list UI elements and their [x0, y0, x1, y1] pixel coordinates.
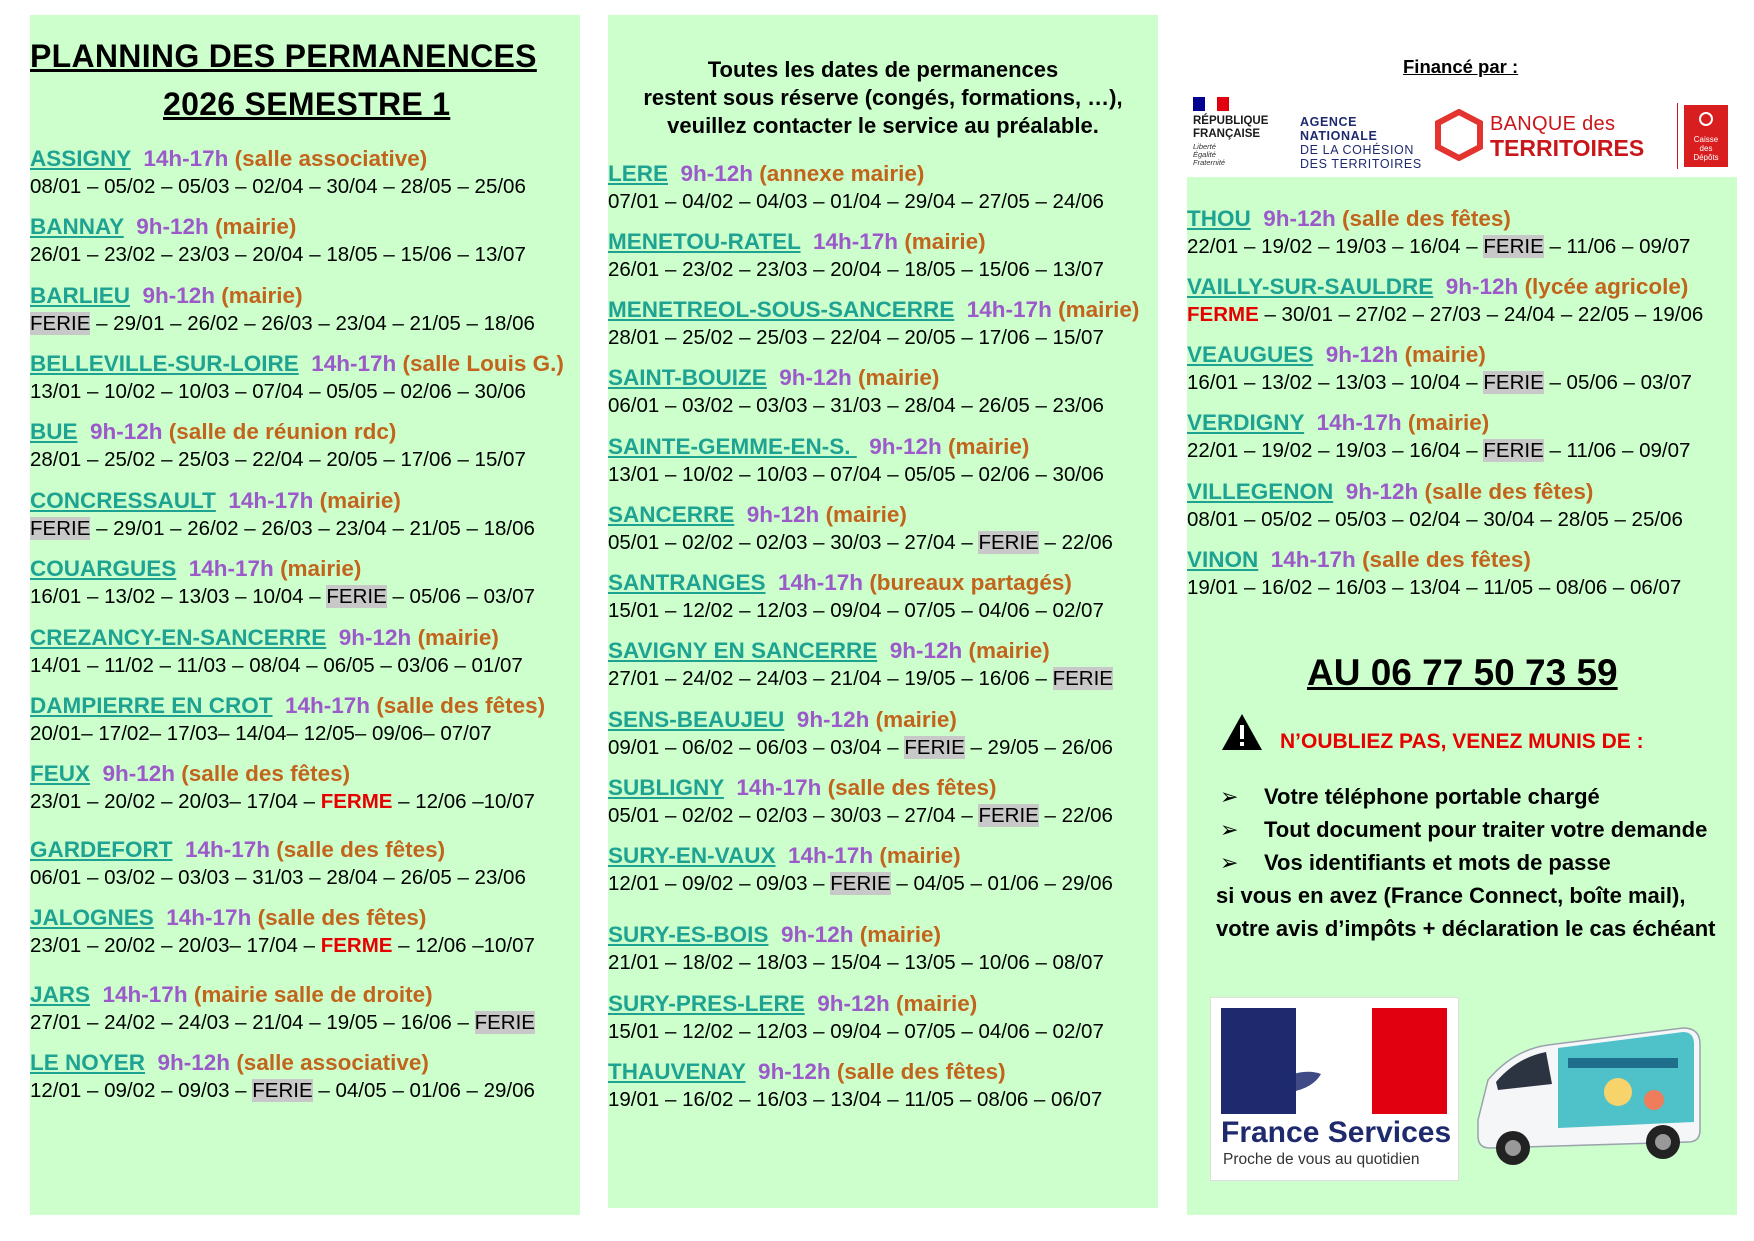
opening-hours: 9h-12h	[1313, 342, 1405, 367]
date-list: 12/01 – 09/02 – 09/03 –	[30, 1079, 253, 1102]
holiday-badge: FERIE	[1483, 439, 1544, 462]
town-name: SUBLIGNY	[608, 775, 724, 800]
dates-line	[30, 446, 526, 474]
permanence-entry	[608, 569, 1104, 625]
town-name: SAVIGNY EN SANCERRE	[608, 638, 878, 663]
dates-line	[30, 173, 526, 201]
permanence-entry	[30, 418, 526, 474]
location: (mairie salle de droite)	[193, 982, 433, 1007]
town-name: SENS-BEAUJEU	[608, 707, 785, 732]
date-list: 13/01 – 10/02 – 10/03 – 07/04 – 05/05 – 02/06 – 30/06	[30, 380, 526, 403]
opening-hours: 9h-12h	[1250, 206, 1343, 231]
location: (salle de réunion rdc)	[168, 419, 397, 444]
location: (annexe mairie)	[759, 161, 925, 186]
dates-line	[30, 378, 564, 406]
permanence-entry	[608, 501, 1113, 557]
holiday-badge: FERIE	[978, 804, 1039, 827]
location: (mairie)	[879, 843, 961, 868]
holiday-badge: FERIE	[904, 736, 965, 759]
opening-hours: 14h-17h	[775, 843, 880, 868]
town-name: MENETOU-RATEL	[608, 229, 801, 254]
location: (mairie)	[858, 365, 940, 390]
town-name: BARLIEU	[30, 283, 130, 308]
date-list: 05/01 – 02/02 – 02/03 – 30/03 – 27/04 –	[608, 531, 979, 554]
dates-line	[30, 515, 535, 543]
opening-hours: 9h-12h	[326, 625, 418, 650]
location: (mairie)	[215, 214, 297, 239]
holiday-badge: FERIE	[1483, 235, 1544, 258]
date-list: 13/01 – 10/02 – 10/03 – 07/04 – 05/05 – 02/06 – 30/06	[608, 463, 1104, 486]
dates-line	[30, 1077, 535, 1105]
opening-hours: 14h-17h	[954, 297, 1059, 322]
location: (mairie)	[895, 991, 978, 1016]
permanence-entry	[1187, 205, 1690, 261]
location: (salle des fêtes)	[827, 775, 997, 800]
availability-notice: Toutes les dates de permanences restent sous réserve (congés, formations, …), veuillez contacter le service au préalable.	[643, 57, 1123, 138]
date-list: – 04/05 – 01/06 – 29/06	[890, 872, 1113, 895]
location: (mairie)	[319, 488, 401, 513]
permanence-entry	[608, 160, 1104, 216]
date-list: 08/01 – 05/02 – 05/03 – 02/04 – 30/04 – 28/05 – 25/06	[1187, 508, 1683, 531]
town-name: LERE	[608, 161, 669, 186]
location: (mairie)	[1058, 297, 1140, 322]
opening-hours: 9h-12h	[668, 161, 760, 186]
date-list: 26/01 – 23/02 – 23/03 – 20/04 – 18/05 – 15/06 – 13/07	[30, 243, 526, 266]
dates-line	[608, 188, 1104, 216]
permanence-entry	[30, 145, 526, 201]
permanence-entry	[1187, 273, 1703, 329]
permanence-entry	[30, 555, 535, 611]
permanence-entry	[608, 1058, 1102, 1114]
dates-line	[30, 241, 526, 269]
date-list: – 29/01 – 26/02 – 26/03 – 23/04 – 21/05 – 18/06	[90, 312, 535, 335]
holiday-badge: FERIE	[30, 517, 91, 540]
dates-line	[608, 1018, 1104, 1046]
opening-hours: 14h-17h	[1304, 410, 1408, 435]
closed-badge: FERME	[320, 790, 393, 813]
france-services-name: France Services	[1221, 1116, 1452, 1149]
date-list: 15/01 – 12/02 – 12/03 – 09/04 – 07/05 – 04/06 – 02/07	[608, 599, 1104, 622]
french-flag-icon	[1193, 97, 1229, 111]
permanence-entry	[608, 433, 1104, 489]
date-list: – 12/06 –10/07	[392, 790, 535, 813]
date-list: – 04/05 – 01/06 – 29/06	[312, 1079, 535, 1102]
location: (salle des fêtes)	[1424, 479, 1594, 504]
location: (mairie)	[825, 502, 907, 527]
cdc-emblem-icon	[1698, 111, 1714, 127]
town-name: DAMPIERRE EN CROT	[30, 693, 273, 718]
dates-line	[608, 461, 1104, 489]
town-name: VEAUGUES	[1187, 342, 1314, 367]
dates-line	[1187, 233, 1690, 261]
dates-line	[608, 324, 1139, 352]
page-title: PLANNING DES PERMANENCES	[30, 38, 537, 74]
location: (mairie)	[904, 229, 986, 254]
page-subtitle: 2026 SEMESTRE 1	[163, 86, 451, 122]
opening-hours: 14h-17h	[172, 837, 277, 862]
opening-hours: 14h-17h	[215, 488, 320, 513]
town-name: SAINTE-GEMME-EN-S.	[608, 434, 857, 459]
marianne-icon	[1221, 1008, 1447, 1118]
opening-hours: 9h-12h	[745, 1059, 837, 1084]
location: (salle des fêtes)	[257, 905, 427, 930]
funding-label: Financé par :	[1403, 56, 1519, 77]
town-name: MENETREOL-SOUS-SANCERRE	[608, 297, 955, 322]
holiday-badge: FERIE	[326, 585, 387, 608]
opening-hours: 9h-12h	[877, 638, 969, 663]
opening-hours: 14h-17h	[130, 146, 235, 171]
dates-line	[608, 870, 1113, 898]
town-name: JALOGNES	[30, 905, 154, 930]
holiday-badge: FERIE	[1052, 667, 1113, 690]
permanence-entry	[608, 637, 1113, 693]
dates-line	[608, 734, 1113, 762]
location: (salle des fêtes)	[1342, 206, 1511, 231]
date-list: 14/01 – 11/02 – 11/03 – 08/04 – 06/05 – 03/06 – 01/07	[30, 654, 523, 677]
town-name: THOU	[1187, 206, 1251, 231]
opening-hours: 9h-12h	[784, 707, 876, 732]
date-list: 27/01 – 24/02 – 24/03 – 21/04 – 19/05 – 16/06 –	[608, 667, 1053, 690]
holiday-badge: FERIE	[474, 1011, 535, 1034]
permanence-entry	[608, 296, 1139, 352]
permanence-entry	[608, 774, 1113, 830]
dates-line	[608, 1086, 1102, 1114]
date-list: – 12/06 –10/07	[392, 934, 535, 957]
permanence-entry	[608, 706, 1113, 762]
reminder-item: ➢ Votre téléphone portable chargé	[1220, 784, 1600, 809]
reminder-item: ➢ Tout document pour traiter votre demande	[1220, 817, 1708, 842]
date-list: – 11/06 – 09/07	[1543, 439, 1691, 462]
dates-line	[30, 583, 535, 611]
location: (salle Louis G.)	[402, 351, 564, 376]
dates-line	[1187, 369, 1692, 397]
town-name: SANTRANGES	[608, 570, 766, 595]
closed-badge: FERME	[320, 934, 393, 957]
opening-hours: 9h-12h	[734, 502, 826, 527]
town-name: VAILLY-SUR-SAULDRE	[1187, 274, 1434, 299]
holiday-badge: FERIE	[830, 872, 891, 895]
permanence-entry	[1187, 478, 1683, 534]
permanence-entry	[30, 282, 535, 338]
opening-hours: 9h-12h	[145, 1050, 237, 1075]
permanence-entry	[30, 760, 535, 816]
location: (salle des fêtes)	[376, 693, 546, 718]
location: (bureaux partagés)	[869, 570, 1072, 595]
location: (salle associative)	[234, 146, 428, 171]
dates-line	[30, 932, 535, 960]
location: (mairie)	[948, 434, 1030, 459]
date-list: – 11/06 – 09/07	[1543, 235, 1691, 258]
date-list: 19/01 – 16/02 – 16/03 – 13/04 – 11/05 – 08/06 – 06/07	[608, 1088, 1103, 1111]
dates-line	[608, 529, 1113, 557]
permanence-entry	[608, 228, 1104, 284]
town-name: BUE	[30, 419, 78, 444]
dates-line	[30, 788, 535, 816]
opening-hours: 14h-17h	[176, 556, 281, 581]
date-list: 09/01 – 06/02 – 06/03 – 03/04 –	[608, 736, 905, 759]
permanence-entry	[608, 921, 1104, 977]
permanence-entry	[1187, 409, 1690, 465]
location: (mairie)	[1404, 342, 1486, 367]
date-list: – 22/06	[1038, 804, 1113, 827]
town-name: SAINT-BOUIZE	[608, 365, 767, 390]
dates-line	[30, 310, 535, 338]
opening-hours: 9h-12h	[1333, 479, 1425, 504]
arrow-bullet-icon: ➢	[1220, 850, 1239, 875]
permanence-entry	[1187, 546, 1681, 602]
permanence-entry	[30, 624, 523, 680]
date-list: 23/01 – 20/02 – 20/03– 17/04 –	[30, 790, 321, 813]
opening-hours: 14h-17h	[765, 570, 870, 595]
opening-hours: 14h-17h	[723, 775, 828, 800]
town-name: SANCERRE	[608, 502, 735, 527]
opening-hours: 14h-17h	[272, 693, 377, 718]
town-name: SURY-ES-BOIS	[608, 922, 769, 947]
opening-hours: 9h-12h	[90, 761, 182, 786]
opening-hours: 14h-17h	[1258, 547, 1363, 572]
warning-icon	[1220, 712, 1264, 752]
caisse-des-depots-logo: Caisse des Dépôts	[1684, 105, 1728, 167]
date-list: 22/01 – 19/02 – 19/03 – 16/04 –	[1187, 439, 1484, 462]
location: (mairie)	[859, 922, 942, 947]
opening-hours: 9h-12h	[766, 365, 859, 390]
date-list: – 29/05 – 26/06	[964, 736, 1113, 759]
date-list: 08/01 – 05/02 – 05/03 – 02/04 – 30/04 – 28/05 – 25/06	[30, 175, 526, 198]
town-name: BELLEVILLE-SUR-LOIRE	[30, 351, 299, 376]
france-services-logo	[1210, 997, 1459, 1181]
date-list: 28/01 – 25/02 – 25/03 – 22/04 – 20/05 – 17/06 – 15/07	[608, 326, 1104, 349]
opening-hours: 14h-17h	[298, 351, 403, 376]
date-list: 15/01 – 12/02 – 12/03 – 09/04 – 07/05 – 04/06 – 02/07	[608, 1020, 1104, 1043]
date-list: – 05/06 – 03/07	[1543, 371, 1692, 394]
mobile-van-icon	[1468, 1010, 1713, 1175]
location: (salle des fêtes)	[836, 1059, 1006, 1084]
location: (salle associative)	[236, 1050, 429, 1075]
permanence-entry	[30, 350, 564, 406]
location: (mairie)	[221, 283, 303, 308]
town-name: CONCRESSAULT	[30, 488, 216, 513]
dates-line	[30, 720, 545, 748]
holiday-badge: FERIE	[1483, 371, 1544, 394]
permanence-entry	[608, 842, 1113, 898]
permanence-entry	[608, 990, 1104, 1046]
permanence-entry	[30, 692, 545, 748]
date-list: – 30/01 – 27/02 – 27/03 – 24/04 – 22/05 – 19/06	[1258, 303, 1704, 326]
opening-hours: 9h-12h	[1433, 274, 1525, 299]
dates-line	[608, 597, 1104, 625]
opening-hours: 9h-12h	[123, 214, 216, 239]
opening-hours: 9h-12h	[130, 283, 222, 308]
town-name: SURY-PRES-LERE	[608, 991, 805, 1016]
dates-line	[608, 802, 1113, 830]
town-name: GARDEFORT	[30, 837, 173, 862]
permanence-entry	[30, 904, 535, 960]
dates-line	[30, 1009, 535, 1037]
permanence-entry	[608, 364, 1104, 420]
town-name: BANNAY	[30, 214, 124, 239]
anct-logo-text: AGENCE NATIONALE DE LA COHÉSION DES TERRITOIRES	[1300, 115, 1422, 171]
arrow-bullet-icon: ➢	[1220, 784, 1239, 809]
date-list: – 05/06 – 03/07	[386, 585, 535, 608]
dates-line	[608, 392, 1104, 420]
permanence-entry	[30, 213, 526, 269]
date-list: 27/01 – 24/02 – 24/03 – 21/04 – 19/05 – 16/06 –	[30, 1011, 475, 1034]
town-name: VILLEGENON	[1187, 479, 1334, 504]
permanence-entry	[30, 1049, 535, 1105]
dates-line	[30, 652, 523, 680]
permanence-entry	[30, 836, 526, 892]
town-name: VINON	[1187, 547, 1259, 572]
dates-line	[608, 665, 1113, 693]
dates-line	[608, 949, 1104, 977]
dates-line	[1187, 301, 1703, 329]
town-name: SURY-EN-VAUX	[608, 843, 776, 868]
date-list: 06/01 – 03/02 – 03/03 – 31/03 – 28/04 – 26/05 – 23/06	[30, 866, 526, 889]
reminder-note-line2: votre avis d’impôts + déclaration le cas échéant	[1216, 916, 1716, 941]
town-name: VERDIGNY	[1187, 410, 1305, 435]
town-name: ASSIGNY	[30, 146, 131, 171]
phone-number: AU 06 77 50 73 59	[1307, 652, 1618, 693]
location: (mairie)	[968, 638, 1050, 663]
location: (salle des fêtes)	[181, 761, 351, 786]
date-list: 12/01 – 09/02 – 09/03 –	[608, 872, 831, 895]
date-list: – 22/06	[1038, 531, 1113, 554]
bdt-line1: BANQUE des	[1490, 113, 1616, 135]
location: (lycée agricole)	[1524, 274, 1689, 299]
dates-line	[30, 864, 526, 892]
date-list: 19/01 – 16/02 – 16/03 – 13/04 – 11/05 – 08/06 – 06/07	[1187, 576, 1682, 599]
opening-hours: 9h-12h	[856, 434, 949, 459]
permanence-entry	[1187, 341, 1692, 397]
town-name: CREZANCY-EN-SANCERRE	[30, 625, 327, 650]
date-list: 21/01 – 18/02 – 18/03 – 15/04 – 13/05 – 10/06 – 08/07	[608, 951, 1104, 974]
date-list: – 29/01 – 26/02 – 26/03 – 23/04 – 21/05 – 18/06	[90, 517, 535, 540]
dates-line	[1187, 437, 1690, 465]
town-name: COUARGUES	[30, 556, 177, 581]
date-list: 16/01 – 13/02 – 13/03 – 10/04 –	[1187, 371, 1484, 394]
holiday-badge: FERIE	[30, 312, 91, 335]
opening-hours: 14h-17h	[800, 229, 905, 254]
dates-line	[1187, 574, 1681, 602]
holiday-badge: FERIE	[252, 1079, 313, 1102]
location: (mairie)	[1407, 410, 1490, 435]
opening-hours: 9h-12h	[77, 419, 169, 444]
town-name: JARS	[30, 982, 91, 1007]
location: (salle des fêtes)	[276, 837, 446, 862]
date-list: 20/01– 17/02– 17/03– 14/04– 12/05– 09/06– 07/07	[30, 722, 492, 745]
date-list: 16/01 – 13/02 – 13/03 – 10/04 –	[30, 585, 327, 608]
dates-line	[608, 256, 1104, 284]
date-list: 23/01 – 20/02 – 20/03– 17/04 –	[30, 934, 321, 957]
location: (salle des fêtes)	[1362, 547, 1531, 572]
date-list: 28/01 – 25/02 – 25/03 – 22/04 – 20/05 – 17/06 – 15/07	[30, 448, 526, 471]
town-name: THAUVENAY	[608, 1059, 746, 1084]
banque-des-territoires-hexagon-icon	[1434, 109, 1484, 161]
dates-line	[1187, 506, 1683, 534]
closed-badge: FERME	[1187, 303, 1259, 326]
opening-hours: 9h-12h	[768, 922, 860, 947]
location: (mairie)	[280, 556, 362, 581]
france-services-tagline: Proche de vous au quotidien	[1223, 1151, 1420, 1168]
opening-hours: 9h-12h	[804, 991, 896, 1016]
date-list: 07/01 – 04/02 – 04/03 – 01/04 – 29/04 – 27/05 – 24/06	[608, 190, 1104, 213]
location: (mairie)	[875, 707, 957, 732]
permanence-entry	[30, 981, 535, 1037]
holiday-badge: FERIE	[978, 531, 1039, 554]
date-list: 22/01 – 19/02 – 19/03 – 16/04 –	[1187, 235, 1484, 258]
arrow-bullet-icon: ➢	[1220, 817, 1239, 842]
opening-hours: 14h-17h	[153, 905, 258, 930]
location: (mairie)	[417, 625, 499, 650]
town-name: LE NOYER	[30, 1050, 146, 1075]
funders-logo-strip: RÉPUBLIQUE FRANÇAISE Liberté Égalité Fraternité AGENCE NATIONALE DE LA COHÉSION DES TERRITOIRES BANQUE des TERRITOIRES Caisse des Dépôts	[1187, 95, 1737, 177]
date-list: 06/01 – 03/02 – 03/03 – 31/03 – 28/04 – 26/05 – 23/06	[608, 394, 1104, 417]
reminder-heading: N’OUBLIEZ PAS, VENEZ MUNIS DE :	[1280, 730, 1644, 753]
opening-hours: 14h-17h	[90, 982, 194, 1007]
permanence-entry	[30, 487, 535, 543]
town-name: FEUX	[30, 761, 91, 786]
date-list: 26/01 – 23/02 – 23/03 – 20/04 – 18/05 – 15/06 – 13/07	[608, 258, 1104, 281]
reminder-note-line1: si vous en avez (France Connect, boîte mail),	[1216, 883, 1686, 908]
date-list: 05/01 – 02/02 – 02/03 – 30/03 – 27/04 –	[608, 804, 979, 827]
bdt-line2: TERRITOIRES	[1490, 135, 1645, 161]
reminder-item: ➢ Vos identifiants et mots de passe	[1220, 850, 1611, 875]
